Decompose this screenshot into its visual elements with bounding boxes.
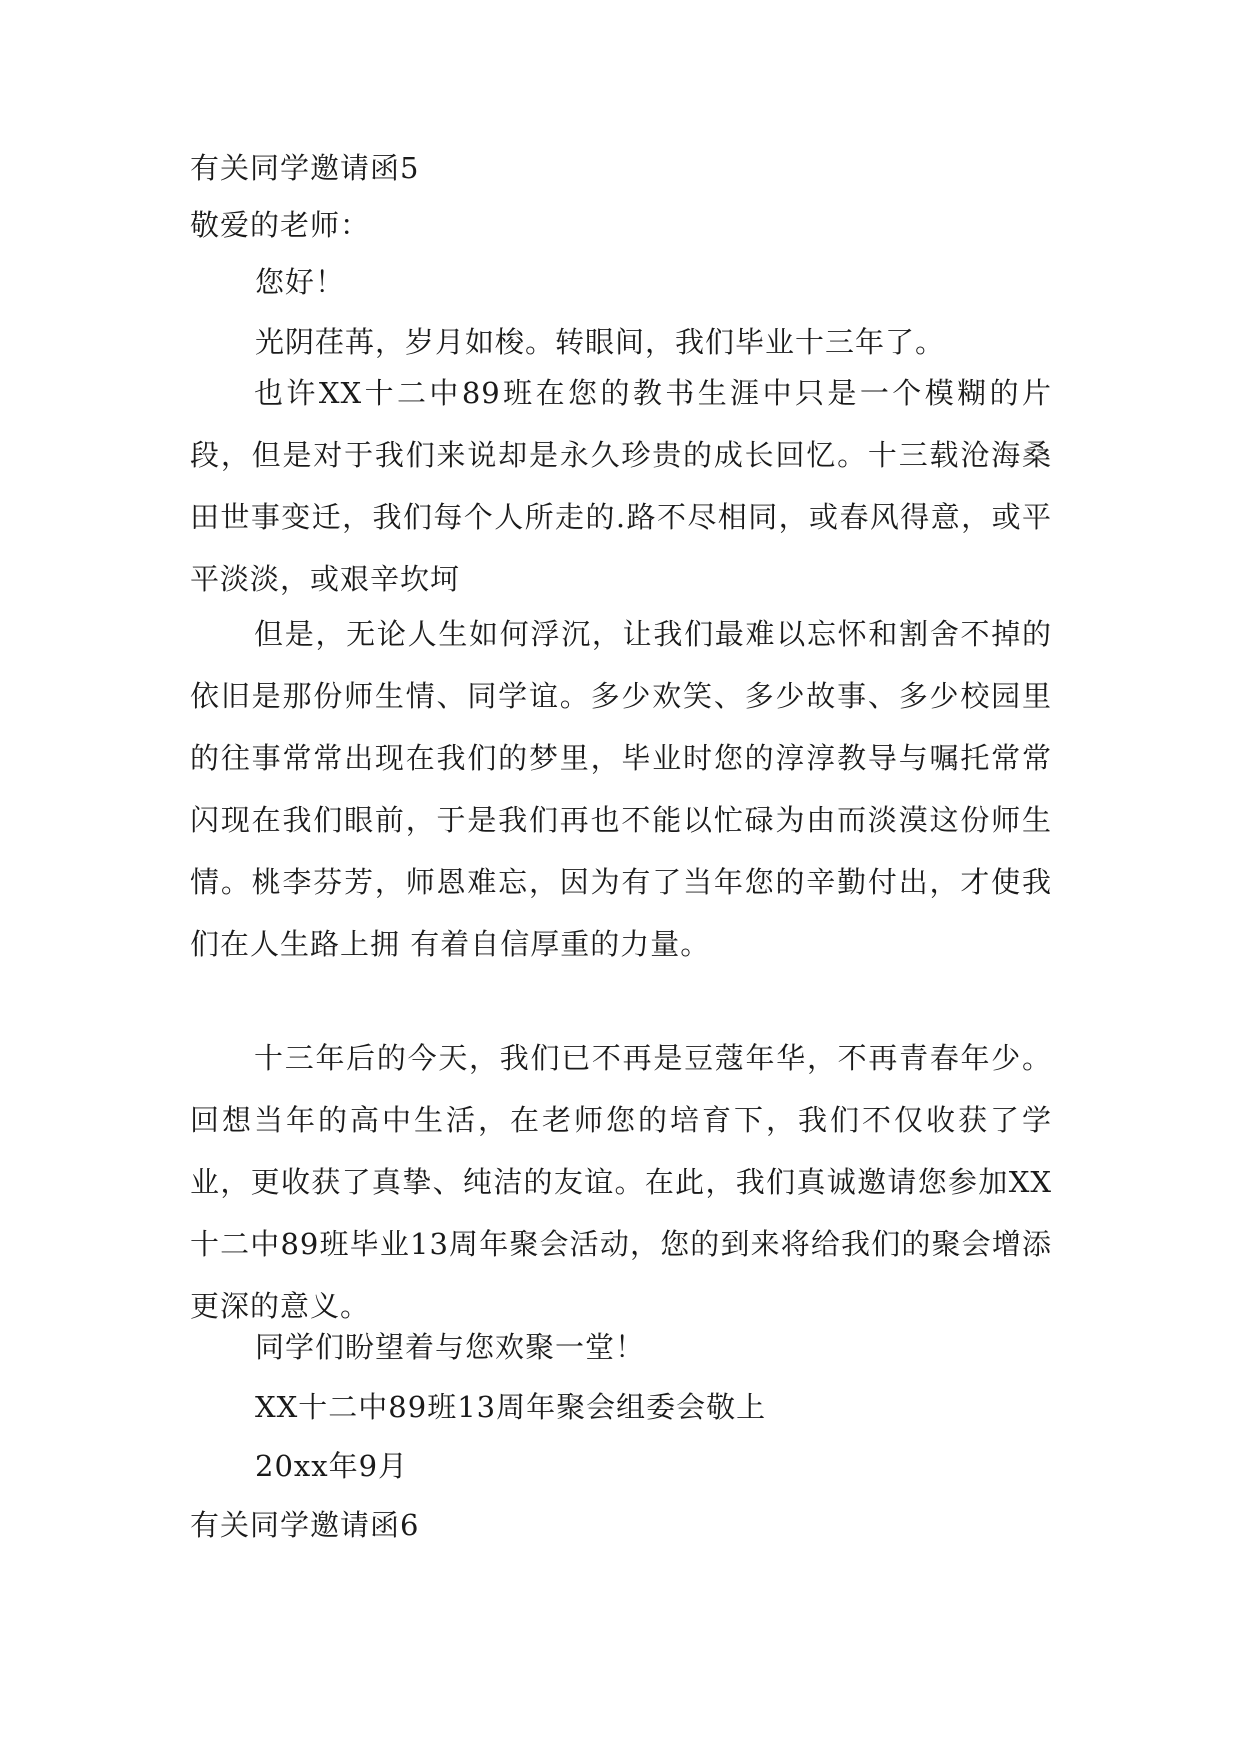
date: 20xx年9月: [255, 1449, 409, 1483]
paragraph-1: 光阴荏苒，岁月如梭。转眼间，我们毕业十三年了。: [255, 325, 946, 359]
signature: XX十二中89班13周年聚会组委会敬上: [255, 1390, 767, 1424]
section-heading: 有关同学邀请函6: [190, 1508, 420, 1542]
salutation: 敬爱的老师：: [190, 208, 371, 242]
paragraph-3: 但是，无论人生如何浮沉，让我们最难以忘怀和割舍不掉的依旧是那份师生情、同学谊。多少欢笑、多少故事、多少校园里的往事常常出现在我们的梦里，毕业时您的淳淳教导与嘱托常常闪现在我们眼前，于是我们再也不能以忙碌为由而淡漠这份师生情。桃李芬芳，师恩难忘，因为有了当年您的辛勤付出，才使我们在人生路上拥 有着自信厚重的力量。: [190, 617, 1052, 961]
paragraph-4: 十三年后的今天，我们已不再是豆蔻年华，不再青春年少。回想当年的高中生活，在老师您的培育下，我们不仅收获了学业，更收获了真挚、纯洁的友谊。在此，我们真诚邀请您参加XX十二中89班毕业13周年聚会活动，您的到来将给我们的聚会增添更深的意义。: [190, 1041, 1052, 1323]
section-heading: 有关同学邀请函5: [190, 151, 420, 185]
paragraph-2: 也许XX十二中89班在您的教书生涯中只是一个模糊的片段，但是对于我们来说却是永久珍贵的成长回忆。十三载沧海桑田世事变迁，我们每个人所走的.路不尽相同，或春风得意，或平平淡淡，或艰辛坎坷: [190, 376, 1052, 596]
closing-line: 同学们盼望着与您欢聚一堂！: [255, 1330, 646, 1364]
greeting: 您好！: [255, 265, 346, 299]
